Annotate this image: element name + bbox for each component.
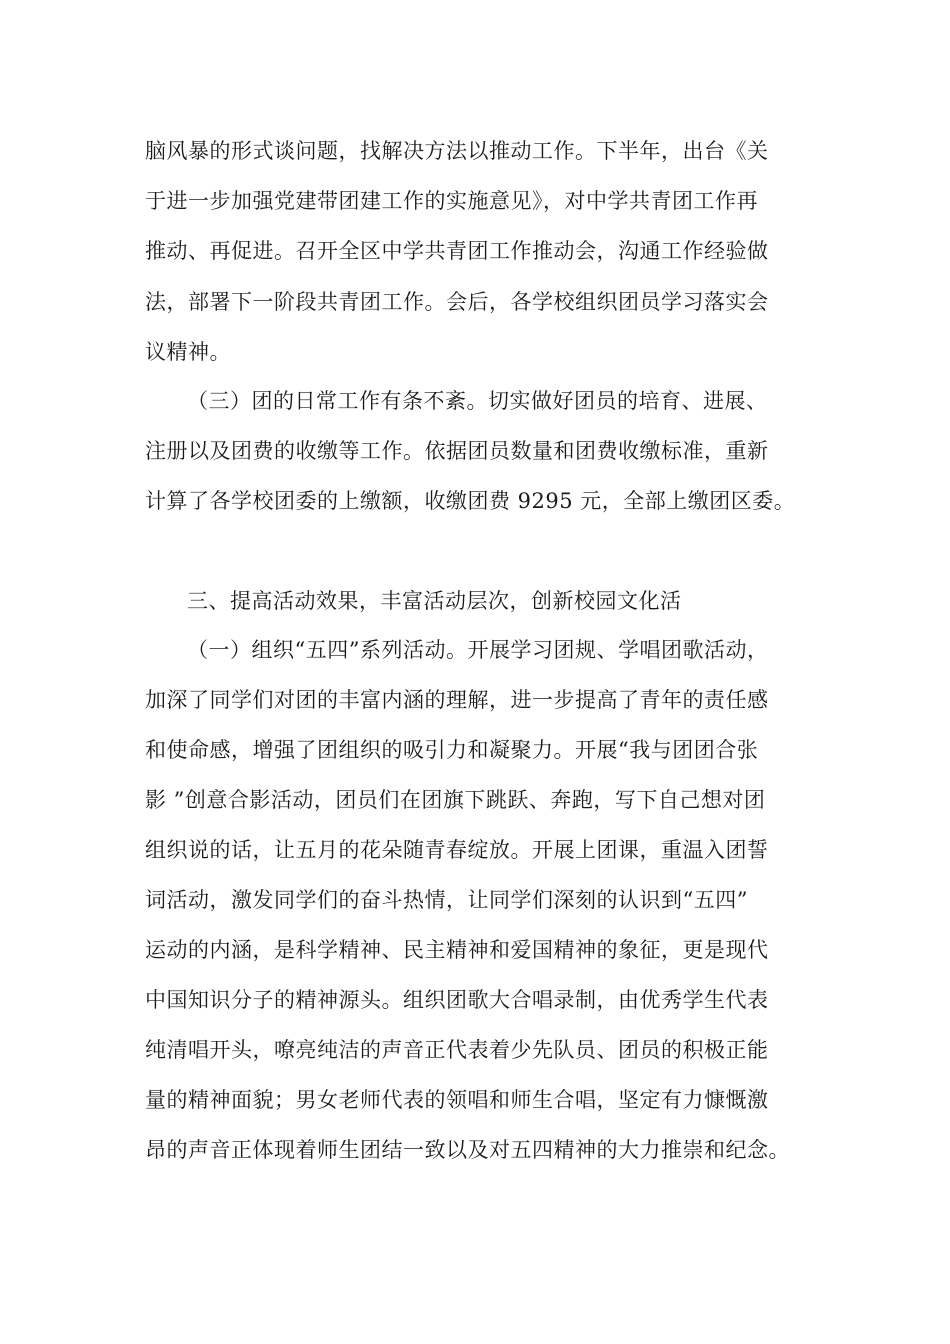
text-line: 中国知识分子的精神源头。组织团歌大合唱录制，由优秀学生代表 [145, 988, 769, 1012]
text-line: 词活动，激发同学们的奋斗热情，让同学们深刻的认识到“五四” [145, 888, 748, 912]
subsection-heading: （一）组织“五四”系列活动。开展学习团规、学唱团歌活动， [187, 638, 769, 662]
text-line: 加深了同学们对团的丰富内涵的理解，进一步提高了青年的责任感 [145, 688, 769, 712]
text-line: 和使命感，增强了团组织的吸引力和凝聚力。开展“我与团团合张 [145, 738, 759, 762]
text-line: 影 ”创意合影活动，团员们在团旗下跳跃、奔跑，写下自己想对团 [145, 788, 766, 812]
text-line: 运动的内涵，是科学精神、民主精神和爱国精神的象征，更是现代 [145, 938, 769, 962]
text-line: 昂的声音正体现着师生团结一致以及对五四精神的大力推崇和纪念。 [145, 1138, 790, 1162]
section-heading: （三）团的日常工作有条不紊。切实做好团员的培育、进展、 [187, 389, 768, 413]
text-line: 推动、再促进。召开全区中学共青团工作推动会，沟通工作经验做 [145, 239, 769, 263]
text-line: 组织说的话，让五月的花朵随青春绽放。开展上团课，重温入团誓 [145, 838, 769, 862]
text-line: 议精神。 [145, 340, 231, 364]
text-line: 量的精神面貌；男女老师代表的领唱和师生合唱，坚定有力慷慨激 [145, 1088, 769, 1112]
text-line: 注册以及团费的收缴等工作。依据团员数量和团费收缴标准，重新 [145, 439, 769, 463]
section-heading: 三、提高活动效果，丰富活动层次，创新校园文化活 [187, 589, 682, 613]
text-line: 脑风暴的形式谈问题，找解决方法以推动工作。下半年，出台《关 [145, 139, 769, 163]
text-line: 计算了各学校团委的上缴额，收缴团费 9295 元，全部上缴团区委。 [145, 489, 796, 513]
text-line: 于进一步加强党建带团建工作的实施意见》，对中学共青团工作再 [145, 189, 758, 213]
text-line: 纯清唱开头，嘹亮纯洁的声音正代表着少先队员、团员的积极正能 [145, 1038, 769, 1062]
text-line: 法，部署下一阶段共青团工作。会后，各学校组织团员学习落实会 [145, 290, 769, 314]
